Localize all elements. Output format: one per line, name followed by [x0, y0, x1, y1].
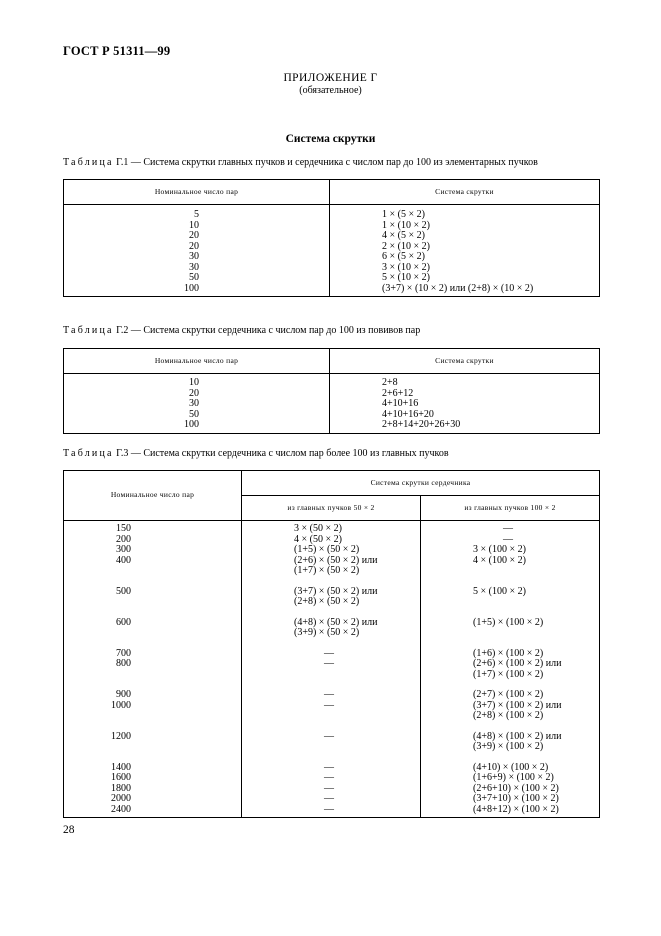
table1-row-pairs: 5 [194, 209, 199, 220]
table3-row-50: — [324, 793, 334, 804]
table1 [63, 179, 600, 297]
table2-row-system: 4+10+16 [382, 398, 419, 409]
table2-row-pairs: 50 [189, 408, 199, 420]
table2-row-system: 2+6+12 [382, 387, 414, 399]
table3-group-gap [294, 680, 420, 690]
table3-row-100: (1+6+9) × (100 × 2) [473, 772, 554, 783]
table2-caption-label: Таблица [63, 325, 114, 336]
table3-row-50: — [324, 689, 334, 700]
table3-group-gap [294, 753, 420, 763]
table2-header-pairs: Номинальное число пар [64, 349, 330, 374]
table1-row-system: 2 × (10 × 2) [382, 240, 430, 252]
table3-caption [63, 448, 449, 459]
table1-col-pairs [64, 205, 330, 297]
table3-row-100: (2+7) × (100 × 2) [473, 689, 544, 700]
table1-row-pairs: 10 [189, 219, 199, 231]
table3-group-gap [64, 577, 131, 587]
table3-row-50: — [324, 730, 334, 742]
table1-row-system: 4 × (5 × 2) [382, 230, 425, 241]
table3-row-100: 3 × (100 × 2) [473, 544, 526, 555]
table2-row-system: 2+8 [382, 377, 398, 388]
table3-group-gap [64, 639, 131, 649]
table3-row-pairs: 900 [116, 689, 131, 700]
table3-row-50: (2+6) × (50 × 2) или [294, 554, 378, 566]
table3-row-100: — [503, 523, 513, 534]
table3-row-pairs: 1600 [111, 772, 131, 783]
table3-row-pairs: 800 [116, 658, 131, 669]
table3-row-50 [294, 711, 420, 722]
table3-row-pairs: 1200 [111, 730, 131, 742]
table1-row-system: 1 × (10 × 2) [382, 219, 430, 231]
table3-row-pairs [64, 566, 131, 577]
table3-row-50: (3+7) × (50 × 2) или [294, 585, 378, 597]
table3-header-group: Система скрутки сердечника [242, 471, 600, 496]
table1-row-pairs: 30 [189, 251, 199, 262]
table3-row-pairs: 1400 [111, 761, 131, 773]
table3-col-50 [242, 521, 421, 818]
table1-row-pairs: 20 [189, 240, 199, 252]
table3-row-100: 4 × (100 × 2) [473, 554, 526, 566]
table3-row-100: (3+7) × (100 × 2) или [473, 699, 562, 711]
table3-row-pairs: 2000 [111, 793, 131, 804]
table1-row-pairs: 50 [189, 272, 199, 283]
table3-row-50: — [324, 803, 334, 815]
table3-row-50: — [324, 699, 334, 711]
section-title: Система скрутки [285, 133, 376, 145]
table3-row-pairs [64, 670, 131, 681]
table3-group-gap [473, 577, 599, 587]
table3-row-100: (3+7+10) × (100 × 2) [473, 793, 559, 804]
table3-row-pairs: 200 [116, 533, 131, 545]
table2 [63, 348, 600, 434]
table2-caption [63, 325, 420, 336]
table3-row-pairs: 700 [116, 647, 131, 659]
table3-row-50: (1+7) × (50 × 2) [294, 565, 360, 576]
table2-caption-text: Г.2 — Система скрутки сердечника с числом пар до 100 из повивов пар [113, 325, 421, 336]
table3-row-100: (4+8+12) × (100 × 2) [473, 803, 559, 815]
table3-group-gap [64, 722, 131, 732]
table1-row-system: 5 × (10 × 2) [382, 272, 430, 283]
table3-header-sub-50: из главных пучков 50 × 2 [242, 496, 421, 521]
table3-group-gap [64, 608, 131, 618]
table1-row-system: 1 × (5 × 2) [382, 209, 425, 220]
table1-header-pairs: Номинальное число пар [64, 180, 330, 205]
table3 [63, 470, 600, 818]
table3-row-50 [294, 742, 420, 753]
table3-header-sub-100: из главных пучков 100 × 2 [421, 496, 600, 521]
table2-row-pairs: 10 [189, 377, 199, 388]
table1-row-pairs: 20 [189, 230, 199, 241]
table3-group-gap [64, 753, 131, 763]
table1-row-system: 6 × (5 × 2) [382, 251, 425, 262]
table1-row-system: 3 × (10 × 2) [382, 261, 430, 273]
table3-row-100: (2+6+10) × (100 × 2) [473, 782, 559, 794]
table2-row-system: 4+10+16+20 [382, 408, 434, 420]
table1-row-system: (3+7) × (10 × 2) или (2+8) × (10 × 2) [382, 282, 534, 294]
table3-row-50: (4+8) × (50 × 2) или [294, 616, 378, 628]
table3-row-pairs [64, 628, 131, 639]
table1-col-system [330, 205, 600, 297]
table3-row-pairs: 600 [116, 616, 131, 628]
table3-group-gap [294, 577, 420, 587]
table3-row-50: (2+8) × (50 × 2) [294, 596, 360, 607]
table3-group-gap [294, 639, 420, 649]
table3-row-pairs [64, 711, 131, 722]
table3-group-gap [294, 722, 420, 732]
table3-row-100: (2+8) × (100 × 2) [473, 710, 544, 721]
table3-row-50: — [324, 647, 334, 659]
table1-row-pairs: 30 [189, 261, 199, 273]
table3-col-100 [421, 521, 600, 818]
table3-row-100 [473, 597, 599, 608]
table3-row-100: (3+9) × (100 × 2) [473, 741, 544, 752]
table2-row-pairs: 100 [184, 419, 199, 430]
table2-col-pairs [64, 374, 330, 434]
table3-group-gap [294, 608, 420, 618]
table1-row-pairs: 100 [184, 282, 199, 294]
table1-caption [63, 157, 538, 168]
table2-header-system: Система скрутки [330, 349, 600, 374]
table3-row-pairs: 2400 [111, 803, 131, 815]
table3-row-100: (1+6) × (100 × 2) [473, 647, 544, 659]
table3-header-pairs: Номинальное число пар [64, 471, 242, 521]
table3-row-pairs: 1800 [111, 782, 131, 794]
table1-caption-label: Таблица [63, 157, 114, 168]
appendix-title: ПРИЛОЖЕНИЕ Г [283, 72, 378, 84]
table3-row-50: 3 × (50 × 2) [294, 523, 342, 534]
table3-group-gap [473, 608, 599, 618]
table3-row-50: (3+9) × (50 × 2) [294, 627, 360, 638]
table3-row-50: — [324, 761, 334, 773]
table3-row-100 [473, 628, 599, 639]
table3-group-gap [473, 753, 599, 763]
table3-row-100: (1+5) × (100 × 2) [473, 616, 544, 628]
table3-row-50: — [324, 658, 334, 669]
table3-row-pairs [64, 742, 131, 753]
table3-row-50: (1+5) × (50 × 2) [294, 544, 360, 555]
table3-row-pairs: 150 [116, 523, 131, 534]
table3-group-gap [473, 722, 599, 732]
table3-row-50 [294, 670, 420, 681]
table2-col-system [330, 374, 600, 434]
table3-row-100: 5 × (100 × 2) [473, 585, 526, 597]
table2-row-pairs: 20 [189, 387, 199, 399]
table3-row-50: — [324, 772, 334, 783]
table3-row-100: — [503, 533, 513, 545]
table3-row-pairs: 1000 [111, 699, 131, 711]
table2-row-pairs: 30 [189, 398, 199, 409]
table3-row-pairs: 500 [116, 585, 131, 597]
table3-row-100: (1+7) × (100 × 2) [473, 668, 544, 680]
table3-row-50: — [324, 782, 334, 794]
table3-col-pairs [64, 521, 242, 818]
table3-row-pairs: 400 [116, 554, 131, 566]
table3-row-pairs: 300 [116, 544, 131, 555]
table3-row-100: (2+6) × (100 × 2) или [473, 658, 562, 669]
table1-header-system: Система скрутки [330, 180, 600, 205]
appendix-subtitle: (обязательное) [299, 85, 362, 96]
page-number: 28 [63, 824, 75, 836]
table3-row-50: 4 × (50 × 2) [294, 533, 342, 545]
table3-caption-label: Таблица [63, 448, 114, 459]
table3-group-gap [473, 639, 599, 649]
table2-row-system: 2+8+14+20+26+30 [382, 419, 461, 430]
table1-caption-text: Г.1 — Система скрутки главных пучков и сердечника с числом пар до 100 из элементарных пучков [113, 157, 538, 168]
table3-row-100: (4+10) × (100 × 2) [473, 761, 549, 773]
table3-caption-text: Г.3 — Система скрутки сердечника с числом пар более 100 из главных пучков [113, 448, 449, 459]
table3-row-100 [473, 566, 599, 577]
table3-row-pairs [64, 597, 131, 608]
document-header: ГОСТ Р 51311—99 [63, 44, 171, 58]
table3-row-100: (4+8) × (100 × 2) или [473, 730, 562, 742]
